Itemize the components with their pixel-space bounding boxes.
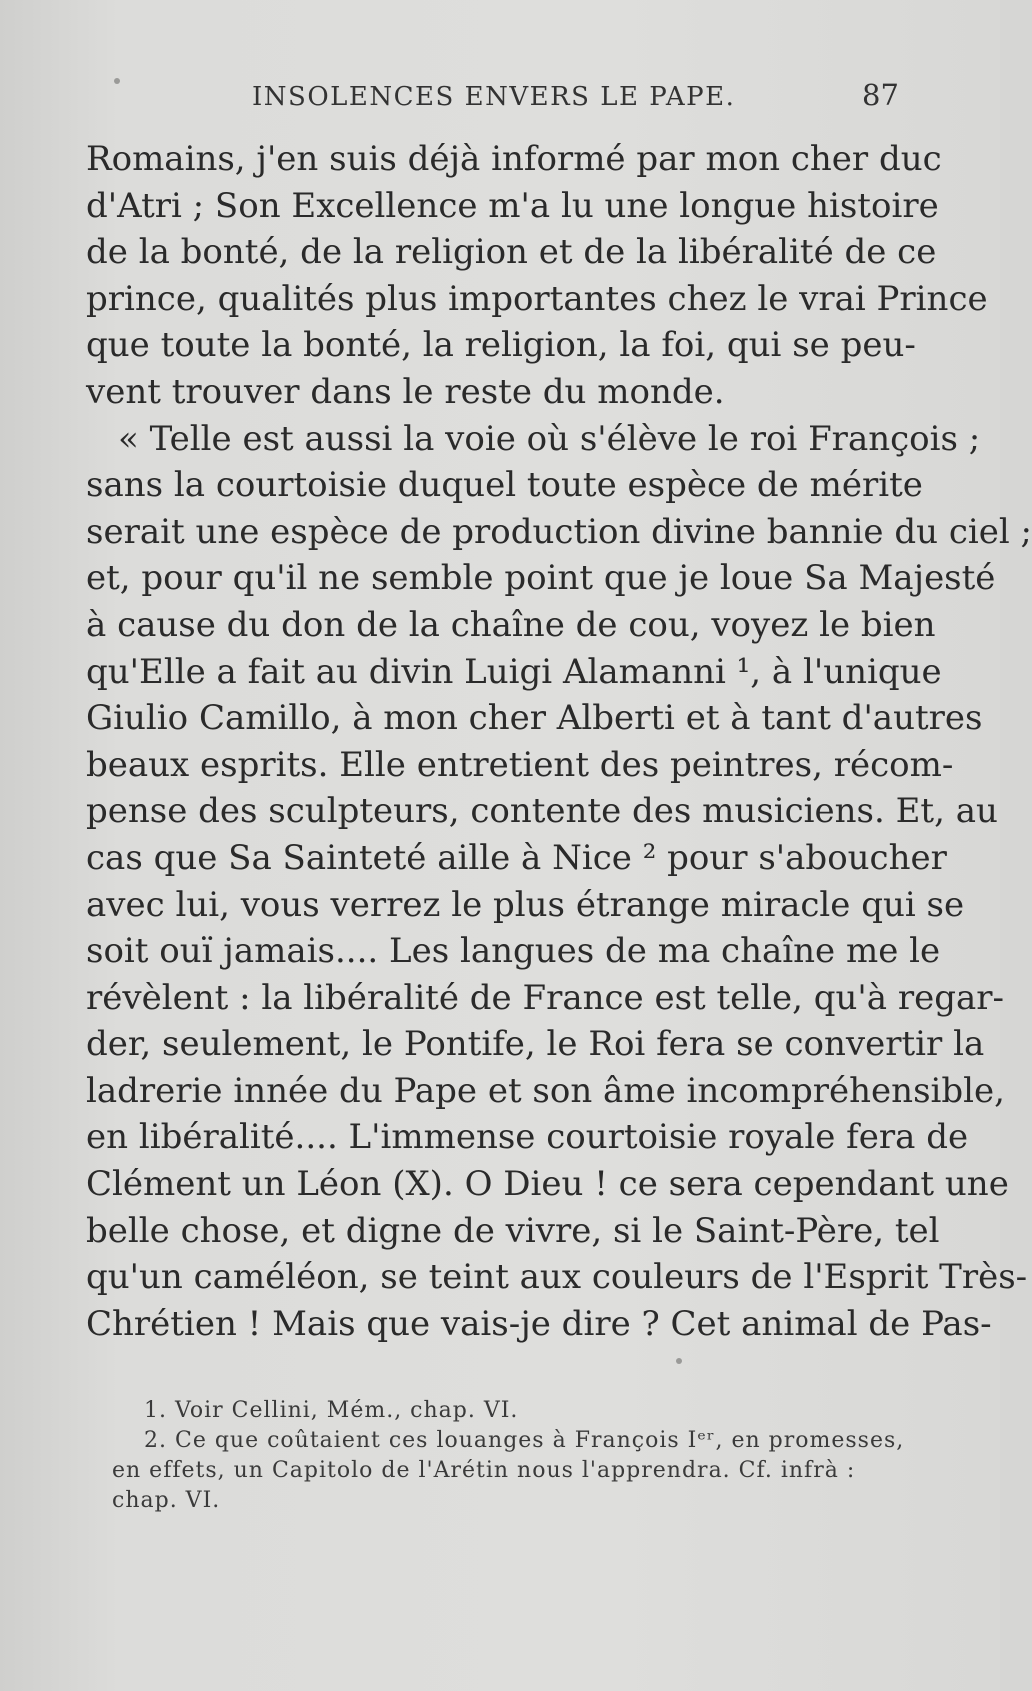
text-line: belle chose, et digne de vivre, si le Saint-Père, tel: [86, 1210, 940, 1251]
text-line: serait une espèce de production divine bannie du ciel ;: [86, 511, 1032, 552]
text-line: der, seulement, le Pontife, le Roi fera se convertir la: [86, 1024, 985, 1065]
footnote-1: 1. Voir Cellini, Mém., chap. VI.: [144, 1398, 519, 1423]
body-text: [86, 136, 1032, 1347]
text-line: cas que Sa Sainteté aille à Nice ² pour s'aboucher: [86, 837, 947, 878]
page-number: 87: [862, 78, 899, 112]
text-line: en libéralité.... L'immense courtoisie royale fera de: [86, 1117, 969, 1158]
running-head: INSOLENCES ENVERS LE PAPE.: [252, 82, 736, 112]
footnote-2: 2. Ce que coûtaient ces louanges à François Iᵉʳ, en promesses,: [144, 1428, 905, 1453]
footnote-2-continued: en effets, un Capitolo de l'Arétin nous l'apprendra. Cf. infrà :: [112, 1458, 856, 1483]
text-line: prince, qualités plus importantes chez le vrai Prince: [86, 278, 988, 319]
text-line: que toute la bonté, la religion, la foi, qui se peu-: [86, 325, 916, 366]
text-line: soit ouï jamais.... Les langues de ma chaîne me le: [86, 931, 941, 972]
text-line: Chrétien ! Mais que vais-je dire ? Cet animal de Pas-: [86, 1303, 992, 1344]
text-line: qu'Elle a fait au divin Luigi Alamanni ¹, à l'unique: [86, 651, 942, 692]
text-line: Romains, j'en suis déjà informé par mon cher duc: [86, 139, 942, 179]
text-line: beaux esprits. Elle entretient des peintres, récom-: [86, 744, 954, 785]
page-speck: [676, 1358, 682, 1364]
text-line: sans la courtoisie duquel toute espèce de mérite: [86, 465, 923, 506]
text-line: Clément un Léon (X). O Dieu ! ce sera cependant une: [86, 1164, 1009, 1205]
text-line: pense des sculpteurs, contente des musiciens. Et, au: [86, 791, 998, 832]
text-line: « Telle est aussi la voie où s'élève le roi François ;: [118, 418, 981, 459]
text-line: d'Atri ; Son Excellence m'a lu une longue histoire: [86, 185, 939, 226]
text-line: à cause du don de la chaîne de cou, voyez le bien: [86, 604, 936, 645]
footnote-2-continued: chap. VI.: [112, 1488, 221, 1513]
text-line: qu'un caméléon, se teint aux couleurs de l'Esprit Très-: [86, 1257, 1028, 1298]
page-header: [0, 78, 1000, 118]
text-line: de la bonté, de la religion et de la libéralité de ce: [86, 232, 937, 273]
footnotes: [112, 1396, 932, 1516]
text-line: et, pour qu'il ne semble point que je loue Sa Majesté: [86, 558, 996, 599]
text-line: ladrerie innée du Pape et son âme incompréhensible,: [86, 1070, 1005, 1111]
text-line: révèlent : la libéralité de France est telle, qu'à regar-: [86, 977, 1004, 1018]
text-line: Giulio Camillo, à mon cher Alberti et à tant d'autres: [86, 698, 983, 739]
text-line: vent trouver dans le reste du monde.: [86, 371, 725, 412]
text-line: avec lui, vous verrez le plus étrange miracle qui se: [86, 884, 965, 925]
